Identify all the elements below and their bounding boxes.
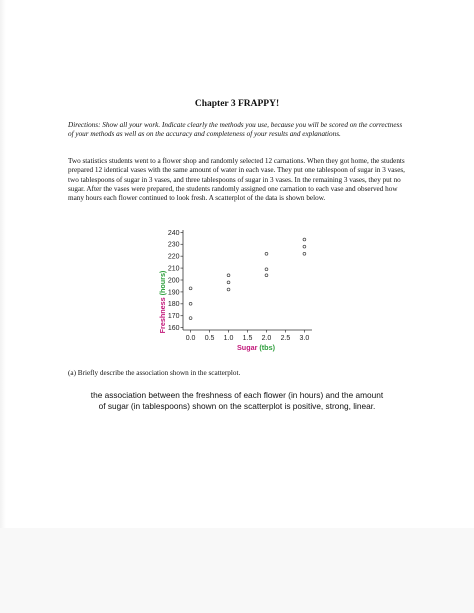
data-point	[227, 281, 230, 284]
x-axis-unit: (tbs)	[259, 343, 275, 352]
y-axis-title: Freshness	[158, 297, 167, 334]
directions-text: Directions: Show all your work. Indicate clearly the methods you use, because you will be scored on the correctness of your methods as well as on the accuracy and completeness of your results and explanations.	[68, 121, 403, 139]
y-axis-unit: (hours)	[158, 270, 167, 296]
problem-prompt: Two statistics students went to a flower shop and randomly selected 12 carnations. When they got home, the students prepared 12 identical vases with the same amount of water in each vase. They put one tablespoon of sugar in 3 vases, two tablespoons of sugar in 3 vases, and three tablespoons of sugar in 3 vases. In the remaining 3 vases, they put no sugar. After the vases were prepared, the students randomly assigned one carnation to each vase and observed how many hours each flower continued to look fresh. A scatterplot of the data is shown below.	[68, 157, 405, 203]
data-points	[189, 238, 306, 319]
x-tick-label: 2.0	[261, 335, 272, 342]
x-tick-label: 3.0	[299, 335, 310, 342]
data-point	[189, 287, 192, 290]
x-tick-label: 1.0	[223, 335, 234, 342]
y-tick-label: 220	[167, 253, 180, 261]
data-point	[265, 268, 268, 271]
data-point	[303, 252, 306, 255]
y-tick-label: 170	[167, 313, 180, 321]
y-axis-ticks	[168, 230, 183, 332]
data-point	[303, 238, 306, 241]
x-axis-title: Sugar	[237, 343, 258, 352]
page-footer-area	[0, 528, 474, 613]
y-tick-label: 160	[167, 325, 180, 333]
data-point	[265, 274, 268, 277]
data-point	[227, 274, 230, 277]
data-point	[189, 317, 192, 320]
data-point	[265, 252, 268, 255]
scatterplot	[150, 222, 320, 357]
x-tick-label: 2.5	[280, 335, 291, 342]
y-tick-label: 240	[167, 229, 180, 237]
x-tick-label: 0.5	[204, 335, 215, 342]
y-tick-label: 210	[167, 265, 180, 273]
x-axis-label	[237, 343, 276, 352]
data-point	[189, 302, 192, 305]
data-point	[227, 288, 230, 291]
question-a: (a) Briefly describe the association shown in the scatterplot.	[68, 369, 241, 377]
answer-a: the association between the freshness of each flower (in hours) and the amount of sugar (in tablespoons) shown on the scatterplot is positive, strong, linear.	[90, 390, 384, 411]
x-axis-ticks	[186, 330, 310, 342]
document-title: Chapter 3 FRAPPY!	[194, 99, 280, 109]
data-point	[303, 245, 306, 248]
y-tick-label: 180	[167, 301, 180, 309]
page-edge	[0, 0, 6, 613]
y-axis-label	[158, 270, 167, 333]
x-tick-label: 0.0	[185, 335, 196, 342]
y-tick-label: 200	[167, 277, 180, 285]
x-tick-label: 1.5	[242, 335, 253, 342]
y-tick-label: 230	[167, 241, 180, 249]
y-tick-label: 190	[167, 289, 180, 297]
